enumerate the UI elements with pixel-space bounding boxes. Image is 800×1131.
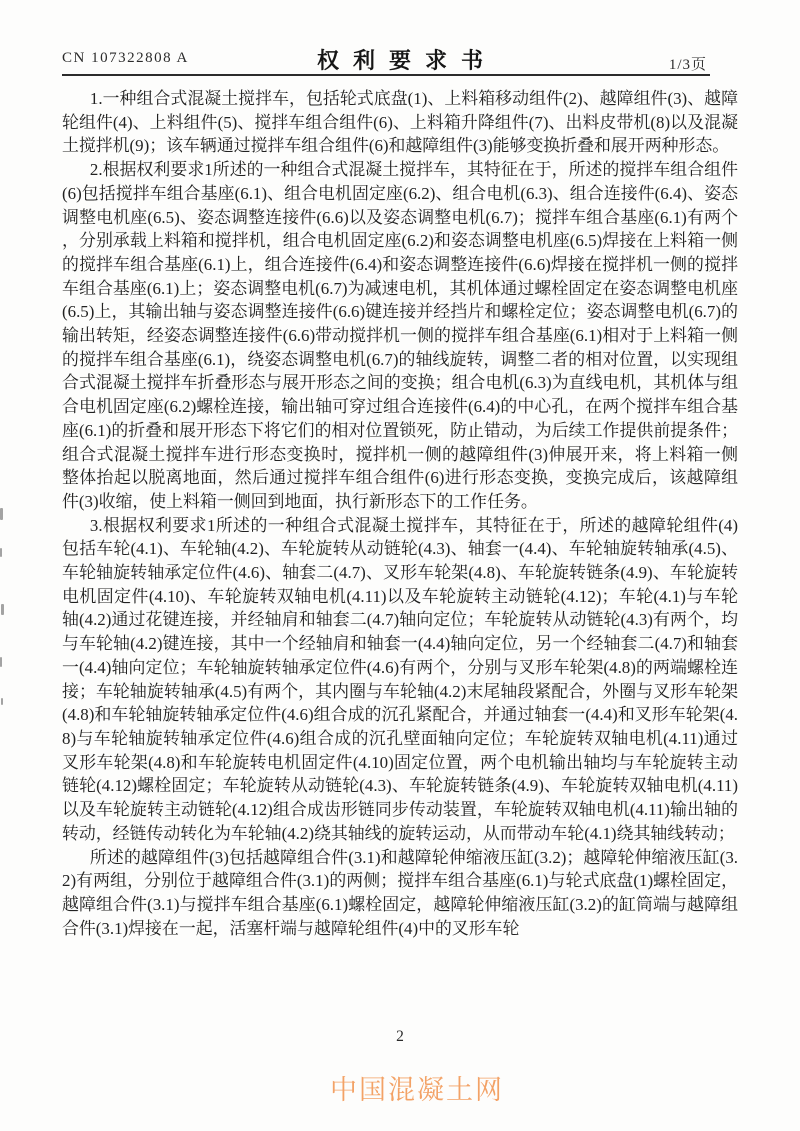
- claim-paragraph-1: 1.一种组合式混凝土搅拌车，包括轮式底盘(1)、上料箱移动组件(2)、越障组件(3)、越障轮组件(4)、上料组件(5)、搅拌车组合组件(6)、上料箱升降组件(7)、出料皮带机(8)以及混凝土搅拌机(9)；该车辆通过搅拌车组合组件(6)和越障组件(3)能够变换折叠和展开两种形态。: [62, 89, 738, 156]
- scan-artifact: [0, 657, 2, 667]
- watermark-text: 中国混凝土网: [330, 1075, 504, 1105]
- scan-artifact: [1, 604, 4, 615]
- scan-artifact: [0, 548, 2, 557]
- page-indicator: 1/3页: [668, 57, 707, 73]
- claim-paragraph-2: 2.根据权利要求1所述的一种组合式混凝土搅拌车，其特征在于，所述的搅拌车组合组件(6)包括搅拌车组合基座(6.1)、组合电机固定座(6.2)、组合电机(6.3)、组合连接件(6.4)、姿态调整电机座(6.5)、姿态调整连接件(6.6)以及姿态调整电机(6.7)；搅拌车组合基座(6.1)有两个，分别承载上料箱和搅拌机，组合电机固定座(6.2)和姿态调整电机座(6.5)焊接在上料箱一侧的搅拌车组合基座(6.1)上，组合连接件(6.4)和姿态调整连接件(6.6)焊接在搅拌机一侧的搅拌车组合基座(6.1)上；姿态调整电机(6.7)为减速电机，其机体通过螺栓固定在姿态调整电机座(6.5)上，其输出轴与姿态调整连接件(6.6)键连接并经挡片和螺栓定位；姿态调整电机(6.7)的输出转矩，经姿态调整连接件(6.6)带动搅拌机一侧的搅拌车组合基座(6.1)相对于上料箱一侧的搅拌车组合基座(6.1)，绕姿态调整电机(6.7)的轴线旋转，调整二者的相对位置，以实现组合式混凝土搅拌车折叠形态与展开形态之间的变换；组合电机(6.3)为直线电机，其机体与组合电机固定座(6.2)螺栓连接，输出轴可穿过组合连接件(6.4)的中心孔，在两个搅拌车组合基座(6.1)的折叠和展开形态下将它们的相对位置锁死，防止错动，为后续工作提供前提条件；组合式混凝土搅拌车进行形态变换时，搅拌机一侧的越障组件(3)伸展开来，将上料箱一侧整体抬起以脱离地面，然后通过搅拌车组合组件(6)进行形态变换，变换完成后，该越障组件(3)收缩，使上料箱一侧回到地面，执行新形态下的工作任务。: [62, 160, 738, 511]
- claims-body: [62, 87, 738, 940]
- patent-number: CN 107322808 A: [62, 50, 189, 66]
- scan-artifact: [1, 698, 3, 705]
- claim-paragraph-3-continued: 所述的越障组件(3)包括越障组合件(3.1)和越障轮伸缩液压缸(3.2)；越障轮伸缩液压缸(3.2)有两组，分别位于越障组合件(3.1)的两侧；搅拌车组合基座(6.1)与轮式底盘(1)螺栓固定，越障组合件(3.1)与搅拌车组合基座(6.1)螺栓固定，越障轮伸缩液压缸(3.2)的缸筒端与越障组合件(3.1)焊接在一起，活塞杆端与越障轮组件(4)中的叉形车轮: [62, 847, 738, 938]
- scan-artifact: [0, 508, 3, 520]
- claim-paragraph-3: 3.根据权利要求1所述的一种组合式混凝土搅拌车，其特征在于，所述的越障轮组件(4)包括车轮(4.1)、车轮轴(4.2)、车轮旋转从动链轮(4.3)、轴套一(4.4)、车轮轴旋转轴承(4.5)、车轮轴旋转轴承定位件(4.6)、轴套二(4.7)、叉形车轮架(4.8)、车轮旋转链条(4.9)、车轮旋转电机固定件(4.10)、车轮旋转双轴电机(4.11)以及车轮旋转主动链轮(4.12)；车轮(4.1)与车轮轴(4.2)通过花键连接，并经轴肩和轴套二(4.7)轴向定位；车轮旋转从动链轮(4.3)有两个，均与车轮轴(4.2)键连接，其中一个经轴肩和轴套一(4.4)轴向定位，另一个经轴套二(4.7)和轴套一(4.4)轴向定位；车轮轴旋转轴承定位件(4.6)有两个，分别与叉形车轮架(4.8)的两端螺栓连接；车轮轴旋转轴承(4.5)有两个，其内圈与车轮轴(4.2)末尾轴段紧配合，外圈与叉形车轮架(4.8)和车轮轴旋转轴承定位件(4.6)组合成的沉孔紧配合，并通过轴套一(4.4)和叉形车轮架(4.8)与车轮轴旋转轴承定位件(4.6)组合成的沉孔壁面轴向定位；车轮旋转双轴电机(4.11)通过叉形车轮架(4.8)和车轮旋转电机固定件(4.10)固定位置，两个电机输出轴均与车轮旋转主动链轮(4.12)螺栓固定；车轮旋转从动链轮(4.3)、车轮旋转链条(4.9)、车轮旋转双轴电机(4.11)以及车轮旋转主动链轮(4.12)组合成齿形链同步传动装置，车轮旋转双轴电机(4.11)输出轴的转动，经链传动转化为车轮轴(4.2)绕其轴线的旋转运动，从而带动车轮(4.1)绕其轴线转动；: [62, 515, 738, 843]
- page-number: 2: [396, 1028, 404, 1045]
- header-divider: [62, 74, 710, 76]
- document-title: 权利要求书: [316, 48, 497, 73]
